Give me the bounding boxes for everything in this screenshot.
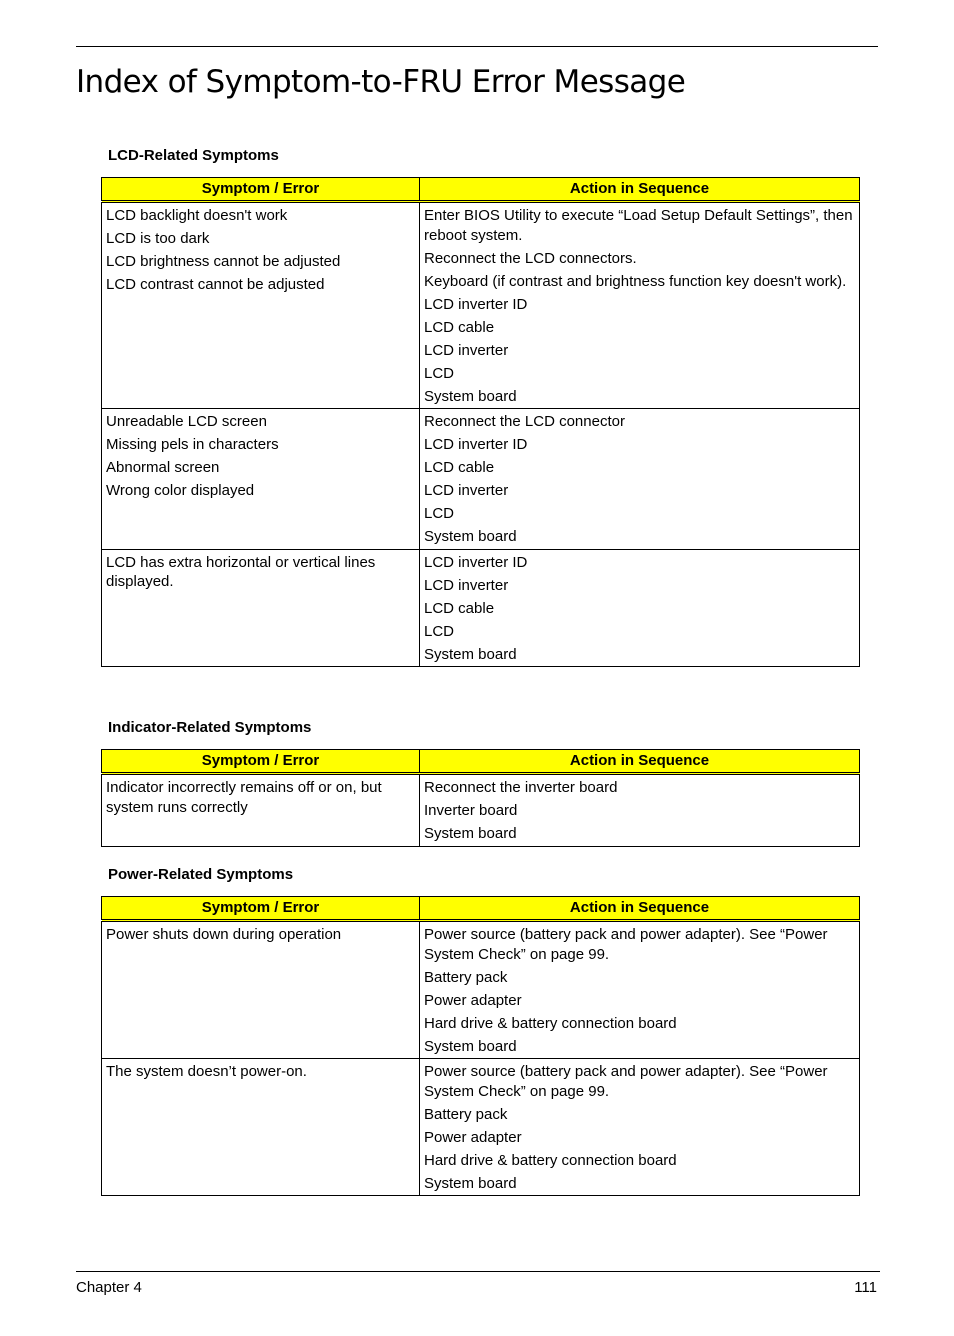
- indicator-symptoms-table: [101, 749, 860, 847]
- symptom-line: LCD has extra horizontal or vertical lines displayed.: [106, 553, 376, 590]
- symptom-line: Wrong color displayed: [106, 482, 255, 499]
- action-line: Battery pack: [424, 968, 508, 986]
- action-line: LCD inverter: [424, 341, 509, 359]
- symptom-line: LCD brightness cannot be adjusted: [106, 253, 341, 270]
- action-line: LCD: [424, 505, 455, 522]
- action-line: Keyboard (if contrast and brightness function key doesn't work).: [424, 272, 847, 290]
- table-row: [102, 549, 860, 667]
- action-line: Power source (battery pack and power adapter). See “Power System Check” on page 99.: [424, 1063, 828, 1100]
- section-heading-power: Power-Related Symptoms: [108, 866, 294, 883]
- symptom-cell: [102, 202, 420, 409]
- action-cell: [420, 549, 860, 667]
- action-line: System board: [424, 1174, 517, 1192]
- section-heading-lcd: LCD-Related Symptoms: [108, 147, 279, 164]
- symptom-line: LCD contrast cannot be adjusted: [106, 276, 325, 293]
- top-rule: [76, 46, 878, 47]
- page-title: Index of Symptom-to-FRU Error Message: [76, 64, 686, 100]
- power-symptoms-table: [101, 896, 860, 1196]
- action-line: LCD inverter ID: [424, 553, 528, 571]
- action-line: Power adapter: [424, 1128, 522, 1146]
- symptom-cell: [102, 774, 420, 847]
- action-column-header: Action in Sequence: [420, 750, 860, 774]
- action-line: System board: [424, 645, 517, 663]
- action-line: LCD inverter: [424, 482, 509, 499]
- action-line: Hard drive & battery connection board: [424, 1151, 677, 1169]
- action-line: Reconnect the inverter board: [424, 779, 618, 796]
- table-header-row: [102, 897, 860, 921]
- action-line: System board: [424, 1037, 517, 1055]
- symptom-line: LCD is too dark: [106, 230, 210, 247]
- action-line: Inverter board: [424, 802, 518, 819]
- action-line: Power adapter: [424, 991, 522, 1009]
- table-row: [102, 921, 860, 1059]
- table-row: [102, 1059, 860, 1196]
- action-cell: [420, 774, 860, 847]
- symptom-column-header: Symptom / Error: [102, 178, 420, 202]
- action-cell: [420, 202, 860, 409]
- table-header-row: [102, 750, 860, 774]
- symptom-cell: [102, 1059, 420, 1196]
- lcd-symptoms-table: [101, 177, 860, 667]
- table-row: [102, 409, 860, 550]
- symptom-cell: [102, 921, 420, 1059]
- action-line: LCD inverter ID: [424, 436, 528, 453]
- action-line: LCD inverter ID: [424, 295, 528, 313]
- symptom-line: Power shuts down during operation: [106, 926, 342, 943]
- symptom-line: The system doesn’t power-on.: [106, 1063, 307, 1080]
- action-line: System board: [424, 387, 517, 405]
- action-line: Hard drive & battery connection board: [424, 1014, 677, 1032]
- footer-chapter: Chapter 4: [76, 1279, 142, 1296]
- action-line: LCD cable: [424, 599, 495, 617]
- action-line: System board: [424, 825, 517, 842]
- action-line: Reconnect the LCD connector: [424, 413, 625, 430]
- action-line: Battery pack: [424, 1105, 508, 1123]
- table-row: [102, 202, 860, 409]
- symptom-line: Missing pels in characters: [106, 436, 279, 453]
- action-line: LCD: [424, 622, 455, 640]
- symptom-column-header: Symptom / Error: [102, 750, 420, 774]
- action-line: LCD cable: [424, 459, 495, 476]
- table-row: [102, 774, 860, 847]
- symptom-line: Indicator incorrectly remains off or on, but system runs correctly: [106, 779, 382, 816]
- footer-rule: [76, 1271, 880, 1272]
- action-line: System board: [424, 528, 517, 545]
- action-cell: [420, 409, 860, 550]
- action-line: Power source (battery pack and power adapter). See “Power System Check” on page 99.: [424, 926, 828, 963]
- action-column-header: Action in Sequence: [420, 897, 860, 921]
- table-header-row: [102, 178, 860, 202]
- action-cell: [420, 1059, 860, 1196]
- action-line: LCD: [424, 364, 455, 382]
- symptom-cell: [102, 549, 420, 667]
- action-column-header: Action in Sequence: [420, 178, 860, 202]
- action-line: Enter BIOS Utility to execute “Load Setup Default Settings”, then reboot system.: [424, 207, 853, 244]
- action-cell: [420, 921, 860, 1059]
- footer-page-number: 111: [854, 1279, 877, 1296]
- symptom-line: LCD backlight doesn't work: [106, 207, 288, 224]
- action-line: LCD cable: [424, 318, 495, 336]
- symptom-line: Unreadable LCD screen: [106, 413, 267, 430]
- symptom-column-header: Symptom / Error: [102, 897, 420, 921]
- symptom-line: Abnormal screen: [106, 459, 220, 476]
- action-line: Reconnect the LCD connectors.: [424, 249, 637, 267]
- action-line: LCD inverter: [424, 576, 509, 594]
- section-heading-indicator: Indicator-Related Symptoms: [108, 719, 312, 736]
- symptom-cell: [102, 409, 420, 550]
